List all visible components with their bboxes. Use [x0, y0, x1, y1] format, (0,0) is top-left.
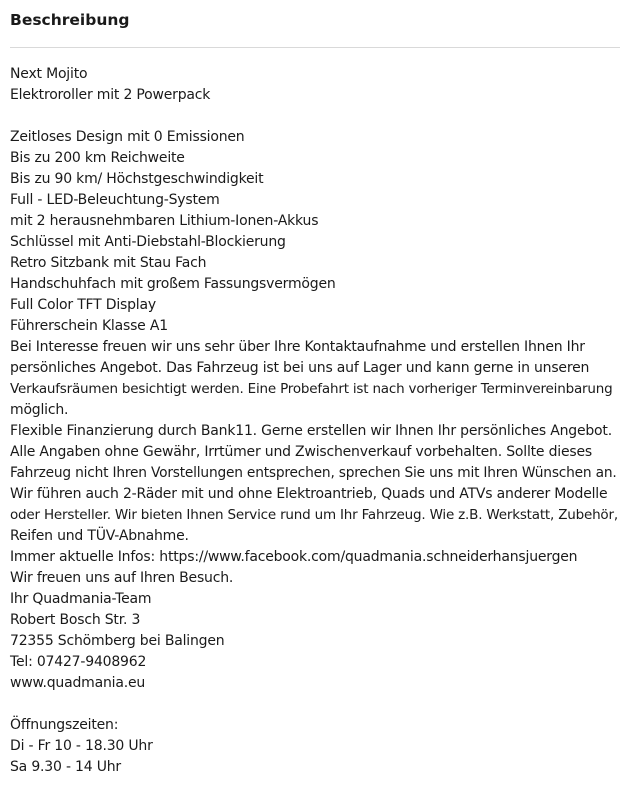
text-line: Wir freuen uns auf Ihren Besuch. — [10, 570, 234, 586]
feature-item: Handschuhfach mit großem Fassungsvermögen — [10, 276, 336, 292]
text-line: persönliches Angebot. Das Fahrzeug ist bei uns auf Lager und kann gerne in unseren — [10, 360, 590, 376]
contact-street: Robert Bosch Str. 3 — [10, 612, 141, 628]
feature-item: Retro Sitzbank mit Stau Fach — [10, 255, 207, 271]
text-line: Alle Angaben ohne Gewähr, Irrtümer und Zwischenverkauf vorbehalten. Sollte dieses — [10, 444, 592, 460]
hours-weekdays: Di - Fr 10 - 18.30 Uhr — [10, 738, 153, 754]
facebook-info: Immer aktuelle Infos: https://www.facebook.com/quadmania.schneiderhansjuergen — [10, 549, 578, 565]
feature-item: Bis zu 200 km Reichweite — [10, 150, 185, 166]
title-divider — [10, 47, 620, 48]
spacer — [10, 694, 622, 715]
text-line: Wir führen auch 2-Räder mit und ohne Elektroantrieb, Quads und ATVs anderer Modelle — [10, 486, 608, 502]
contact-phone: Tel: 07427-9408962 — [10, 654, 147, 670]
section-title: Beschreibung — [10, 11, 130, 29]
model-subtitle: Elektroroller mit 2 Powerpack — [10, 87, 211, 103]
model-name: Next Mojito — [10, 66, 88, 82]
text-line: Fahrzeug nicht Ihren Vorstellungen entsprechen, sprechen Sie uns mit Ihren Wünschen an. — [10, 465, 617, 481]
text-line: Bei Interesse freuen wir uns sehr über Ihre Kontaktaufnahme und erstellen Ihnen Ihr — [10, 339, 585, 355]
description-body — [10, 64, 622, 778]
feature-item: Führerschein Klasse A1 — [10, 318, 168, 334]
text-line: Ihr Quadmania-Team — [10, 591, 152, 607]
hours-label: Öffnungszeiten: — [10, 717, 119, 733]
feature-item: Zeitloses Design mit 0 Emissionen — [10, 129, 245, 145]
text-line: möglich. — [10, 402, 69, 418]
feature-item: Bis zu 90 km/ Höchstgeschwindigkeit — [10, 171, 264, 187]
hours-saturday: Sa 9.30 - 14 Uhr — [10, 759, 121, 775]
feature-item: mit 2 herausnehmbaren Lithium-Ionen-Akkus — [10, 213, 319, 229]
text-line: oder Hersteller. Wir bieten Ihnen Service rund um Ihr Fahrzeug. Wie z.B. Werkstatt, Zubehör, — [10, 507, 618, 523]
text-line: Verkaufsräumen besichtigt werden. Eine Probefahrt ist nach vorheriger Terminvereinbarung — [10, 381, 613, 397]
contact-website: www.quadmania.eu — [10, 675, 146, 691]
feature-item: Full Color TFT Display — [10, 297, 156, 313]
feature-item: Full - LED-Beleuchtung-System — [10, 192, 220, 208]
text-line: Reifen und TÜV-Abnahme. — [10, 528, 189, 544]
text-line: Flexible Finanzierung durch Bank11. Gerne erstellen wir Ihnen Ihr persönliches Angebot. — [10, 423, 612, 439]
contact-city: 72355 Schömberg bei Balingen — [10, 633, 225, 649]
feature-item: Schlüssel mit Anti-Diebstahl-Blockierung — [10, 234, 286, 250]
spacer — [10, 106, 622, 127]
